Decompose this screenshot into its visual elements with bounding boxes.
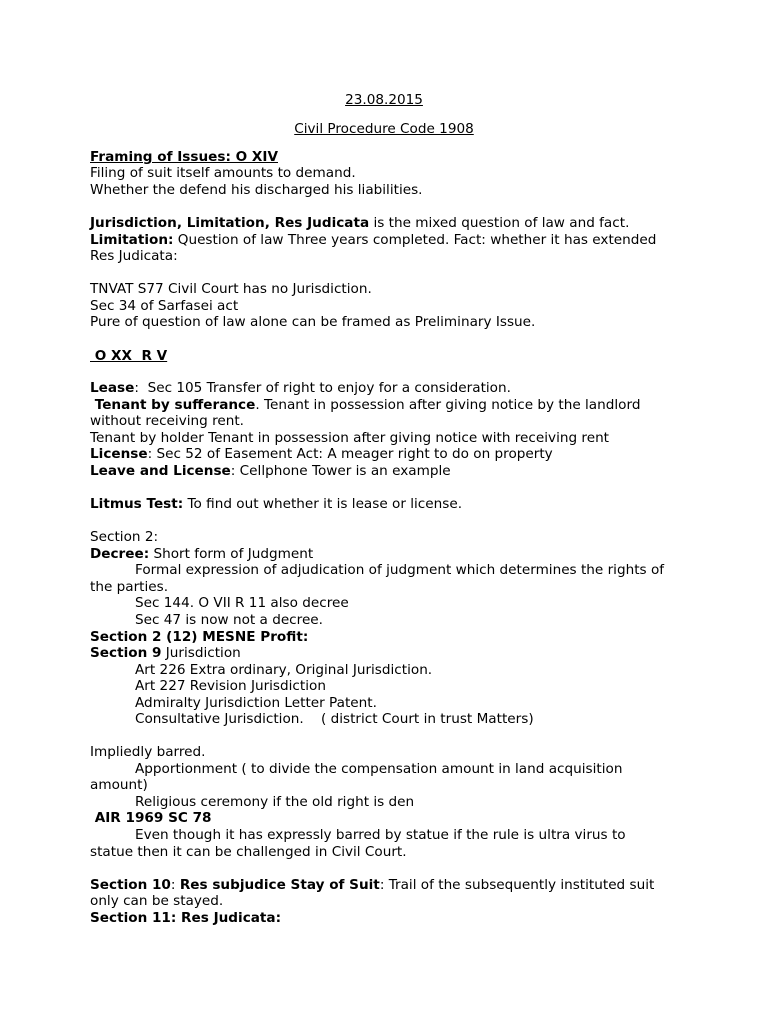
bold-term: Lease bbox=[90, 380, 135, 396]
bold-term: License bbox=[90, 446, 148, 462]
text-line: Res Judicata: bbox=[90, 248, 178, 264]
text-line: the parties. bbox=[90, 579, 169, 595]
indented-line: Art 227 Revision Jurisdiction bbox=[135, 678, 326, 694]
text-span: Question of law Three years completed. Fact: whether it has extended bbox=[173, 232, 657, 248]
text-span: : bbox=[170, 877, 180, 893]
bold-term: Litmus Test: bbox=[90, 496, 184, 512]
bold-term: Leave and License bbox=[90, 463, 231, 479]
text-span: . Tenant in possession after giving notice by the landlord bbox=[255, 397, 641, 413]
text-line bbox=[90, 496, 462, 513]
indented-line: Sec 47 is now not a decree. bbox=[135, 612, 323, 628]
indented-line: Art 226 Extra ordinary, Original Jurisdiction. bbox=[135, 662, 433, 678]
text-span: Short form of Judgment bbox=[149, 546, 314, 562]
bold-term: Limitation: bbox=[90, 232, 174, 248]
text-line: Pure of question of law alone can be framed as Preliminary Issue. bbox=[90, 314, 536, 330]
text-line bbox=[90, 397, 640, 414]
bold-term: Tenant by sufferance bbox=[90, 397, 256, 413]
text-line bbox=[90, 645, 241, 662]
text-line: without receiving rent. bbox=[90, 413, 244, 429]
indented-line: Admiralty Jurisdiction Letter Patent. bbox=[135, 695, 377, 711]
bold-term: Decree: bbox=[90, 546, 150, 562]
text-line: Filing of suit itself amounts to demand. bbox=[90, 165, 356, 181]
bold-term: Jurisdiction, Limitation, Res Judicata bbox=[90, 215, 370, 231]
bold-term: Section 10 bbox=[90, 877, 171, 893]
indented-line: Formal expression of adjudication of judgment which determines the rights of bbox=[135, 562, 665, 578]
indented-line: Sec 144. O VII R 11 also decree bbox=[135, 595, 349, 611]
indented-line: Consultative Jurisdiction. ( district Court in trust Matters) bbox=[135, 711, 534, 727]
text-line bbox=[90, 463, 451, 480]
indented-line: Religious ceremony if the old right is den bbox=[135, 794, 415, 810]
bold-term: Res subjudice Stay of Suit bbox=[179, 877, 380, 893]
heading-framing-of-issues: Framing of Issues: O XIV bbox=[90, 149, 278, 165]
heading-o-xx-r-v: O XX R V bbox=[90, 348, 168, 364]
text-line: statue then it can be challenged in Civil Court. bbox=[90, 844, 407, 860]
text-line bbox=[90, 215, 629, 232]
text-span: : Sec 52 of Easement Act: A meager right to do on property bbox=[147, 446, 553, 462]
text-line bbox=[90, 380, 511, 397]
indented-line: Even though it has expressly barred by statue if the rule is ultra virus to bbox=[135, 827, 626, 843]
text-line bbox=[90, 877, 654, 894]
text-span: is the mixed question of law and fact. bbox=[369, 215, 630, 231]
text-line: Impliedly barred. bbox=[90, 744, 206, 760]
text-line bbox=[90, 232, 656, 249]
document-date: 23.08.2015 bbox=[345, 92, 423, 108]
text-span: : Trail of the subsequently instituted suit bbox=[379, 877, 655, 893]
heading-res-judicata: Section 11: Res Judicata: bbox=[90, 910, 282, 926]
text-span: : Sec 105 Transfer of right to enjoy for a consideration. bbox=[134, 380, 511, 396]
text-line bbox=[90, 546, 313, 563]
text-line: Tenant by holder Tenant in possession after giving notice with receiving rent bbox=[90, 430, 610, 446]
text-span: Jurisdiction bbox=[161, 645, 241, 661]
citation: AIR 1969 SC 78 bbox=[90, 810, 212, 826]
indented-line: Apportionment ( to divide the compensation amount in land acquisition bbox=[135, 761, 623, 777]
text-line bbox=[90, 446, 553, 463]
text-line: only can be stayed. bbox=[90, 893, 224, 909]
document-title: Civil Procedure Code 1908 bbox=[294, 121, 474, 137]
bold-term: Section 9 bbox=[90, 645, 162, 661]
text-line: Section 2: bbox=[90, 529, 159, 545]
text-line: TNVAT S77 Civil Court has no Jurisdiction. bbox=[90, 281, 372, 297]
text-line: Sec 34 of Sarfasei act bbox=[90, 298, 239, 314]
text-span: : Cellphone Tower is an example bbox=[230, 463, 451, 479]
heading-mesne-profit: Section 2 (12) MESNE Profit: bbox=[90, 629, 309, 645]
text-line: amount) bbox=[90, 777, 148, 793]
text-span: To find out whether it is lease or license. bbox=[183, 496, 463, 512]
text-line: Whether the defend his discharged his liabilities. bbox=[90, 182, 423, 198]
